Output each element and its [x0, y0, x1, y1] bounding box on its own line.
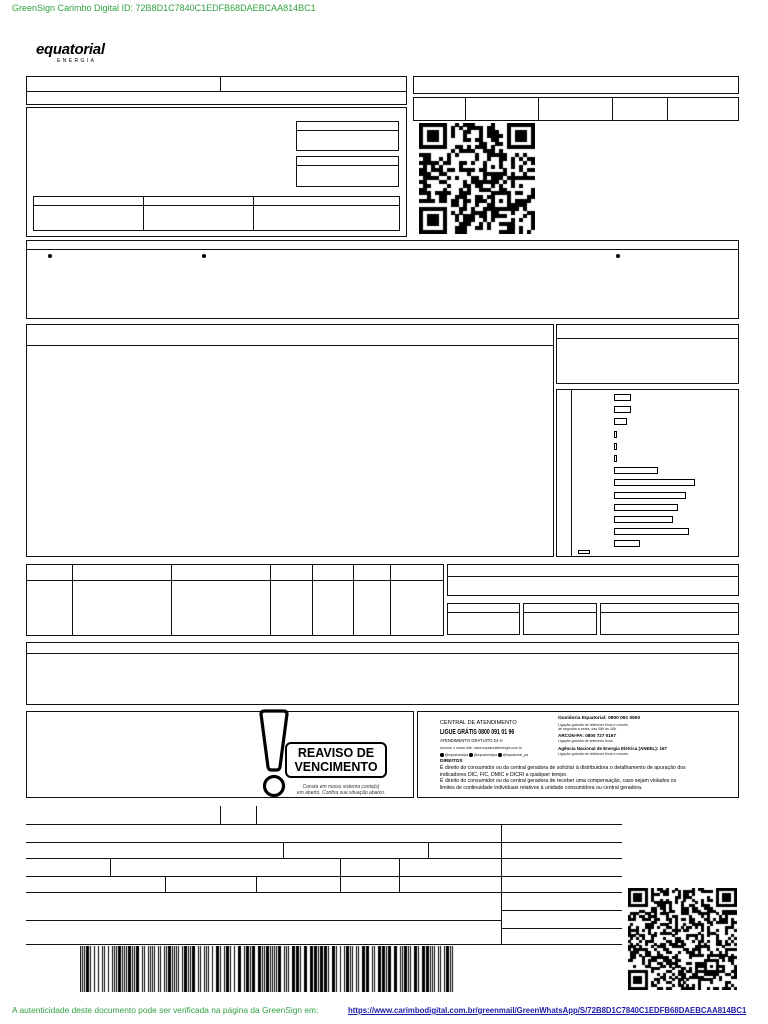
slip-rule [110, 858, 111, 876]
tax-field [600, 603, 739, 635]
cell-divider [465, 98, 466, 120]
slip-rule [26, 920, 501, 921]
social-handle[interactable]: @equatorialpa [473, 752, 498, 757]
slip-rule [501, 928, 622, 929]
notice-title-line2: VENCIMENTO [294, 760, 378, 774]
history-bar [614, 516, 673, 523]
notice-title-line1: REAVISO DE [297, 746, 375, 760]
social-handle[interactable]: @equatorialpa [444, 752, 469, 757]
panel-header-divider [27, 249, 738, 250]
billing-period-header [413, 76, 739, 94]
reading-dates-row [413, 97, 739, 121]
history-bar [614, 431, 617, 438]
central-phone: LIGUE GRÁTIS 0800 091 01 96 [440, 729, 515, 736]
slip-rule [256, 876, 257, 892]
table-column-divider [390, 565, 391, 635]
due-date-field [296, 121, 399, 151]
slip-rule [26, 824, 622, 825]
history-bar [614, 528, 689, 535]
customer-service-panel [417, 711, 739, 798]
slip-rule [428, 842, 429, 858]
bullet-icon [202, 254, 206, 258]
ouvidoria-note-2: de segunda a sexta, das 08h às 18h. [558, 727, 617, 731]
logo-subtitle: ENERGIA [57, 58, 97, 64]
table-column-divider [253, 197, 254, 230]
field-divider [448, 612, 519, 613]
table-column-divider [72, 565, 73, 635]
slip-rule [501, 910, 622, 911]
field-divider [601, 612, 738, 613]
history-bar [614, 443, 617, 450]
cell-divider [667, 98, 668, 120]
slip-rule [26, 842, 622, 843]
social-handles [440, 753, 528, 757]
tax-field [523, 603, 597, 635]
social-media-icon [440, 753, 444, 757]
slip-rule [26, 858, 622, 859]
ouvidoria-phone: Ouvidoria Equatorial: 0800 091 0500 [558, 716, 641, 721]
cell-divider [538, 98, 539, 120]
rights-line: limites de continuidade individuais relativos à unidade consumidora ou central geradora. [440, 784, 643, 791]
ouvidoria-note-1: Ligação gratuita de telefones fixos e móveis, [558, 722, 629, 727]
rights-line: É direito do consumidor ou da central geradora de receber uma compensação, caso sejam violados os [440, 778, 677, 784]
verification-link[interactable]: https://www.carimbodigital.com.br/greenmail/GreenWhatsApp/S/72B8D1C7840C1EDFB68DAEBCAA814BC1 [348, 1006, 747, 1015]
slip-rule [26, 944, 622, 945]
overdue-notice-panel [26, 711, 414, 798]
slip-rule [399, 858, 400, 892]
rights-line: indicadores DIC, FIC, DMIC e DICRI a qualquer tempo. [440, 771, 568, 778]
slip-rule [501, 824, 502, 944]
aneel-note: Ligação gratuita de telefones fixos e móveis. [558, 752, 629, 756]
company-logo [36, 42, 105, 64]
table-column-divider [143, 197, 144, 230]
panel-header-divider [27, 653, 738, 654]
history-bars-area [614, 390, 724, 556]
chart-legend-swatch [578, 550, 590, 554]
bill-items-panel [26, 324, 554, 557]
account-details-table [33, 196, 400, 231]
notice-note-line1: Consta em nosso sistema conta(s) [302, 784, 380, 790]
header-column-divider [220, 77, 221, 91]
history-bar [614, 479, 695, 486]
tax-summary-header [447, 564, 739, 596]
table-column-divider [353, 565, 354, 635]
meter-readings-table [26, 564, 444, 636]
history-bar [614, 504, 678, 511]
customer-address-panel [26, 107, 407, 237]
notice-note-line2: em aberto. Confira sua situação abaixo. [296, 790, 386, 796]
social-media-icon [469, 753, 473, 757]
slip-rule [220, 806, 221, 824]
table-column-divider [270, 565, 271, 635]
table-header-divider [27, 580, 443, 581]
panel-header-divider [557, 338, 738, 339]
site-note: Acesse o nosso site: www.equatorialenergia.com.br [440, 746, 523, 750]
panel-header-divider [448, 576, 738, 577]
arcon-note: Ligação gratuita de telefones fixos. [558, 739, 614, 743]
central-hours: ATENDIMENTO GRATUITO 24 H [440, 738, 503, 743]
bullet-icon [616, 254, 620, 258]
meter-info-panel [556, 324, 739, 384]
digital-stamp-id: GreenSign Carimbo Digital ID: 72B8D1C7840C1EDFB68DAEBCAA814BC1 [12, 3, 316, 13]
slip-rule [165, 876, 166, 892]
history-bar [614, 455, 617, 462]
tax-field [447, 603, 520, 635]
payment-barcode [80, 946, 458, 992]
payment-qr-code [419, 123, 535, 234]
history-bar [614, 418, 627, 425]
history-bar [614, 406, 631, 413]
verification-text: A autenticidade deste documento pode ser verificada na página da GreenSign em: [12, 1005, 319, 1015]
field-divider [297, 165, 398, 166]
history-bar [614, 467, 658, 474]
pix-qr-code [628, 888, 737, 990]
history-bar [614, 540, 640, 547]
header-divider [27, 91, 406, 92]
table-header-divider [34, 205, 399, 206]
history-bar [614, 492, 686, 499]
table-column-divider [171, 565, 172, 635]
consumption-history-chart [556, 389, 739, 557]
logo-wordmark: equatorial [36, 41, 105, 58]
history-bar [614, 394, 631, 401]
central-title: CENTRAL DE ATENDIMENTO [440, 720, 517, 726]
field-divider [297, 130, 398, 131]
cell-divider [612, 98, 613, 120]
messages-panel [26, 642, 739, 705]
rights-title: DIREITOS [440, 759, 463, 764]
field-divider [524, 612, 596, 613]
overdue-notice-badge [285, 742, 387, 778]
slip-rule [26, 876, 622, 877]
aneel-phone: Agência Nacional de Energia Elétrica (ANEEL): 167 [558, 746, 668, 751]
rights-line: É direito do consumidor ou da central geradora de solicitar à distribuidora o detalhamento de apuração dos [440, 765, 686, 771]
chart-axis [571, 390, 572, 556]
notice-note [289, 784, 393, 796]
slip-rule [283, 842, 284, 858]
panel-header-divider [27, 345, 553, 346]
customer-header-box [26, 76, 407, 105]
slip-rule [340, 858, 341, 892]
table-column-divider [312, 565, 313, 635]
social-media-icon [498, 753, 502, 757]
amount-due-field [296, 156, 399, 187]
bullet-icon [48, 254, 52, 258]
social-handle[interactable]: @equatorial_pa [502, 752, 529, 757]
slip-rule [26, 892, 622, 893]
notices-panel [26, 240, 739, 319]
arcon-phone: ARCON-PA: 0800 727 0167 [558, 733, 616, 738]
slip-rule [256, 806, 257, 824]
